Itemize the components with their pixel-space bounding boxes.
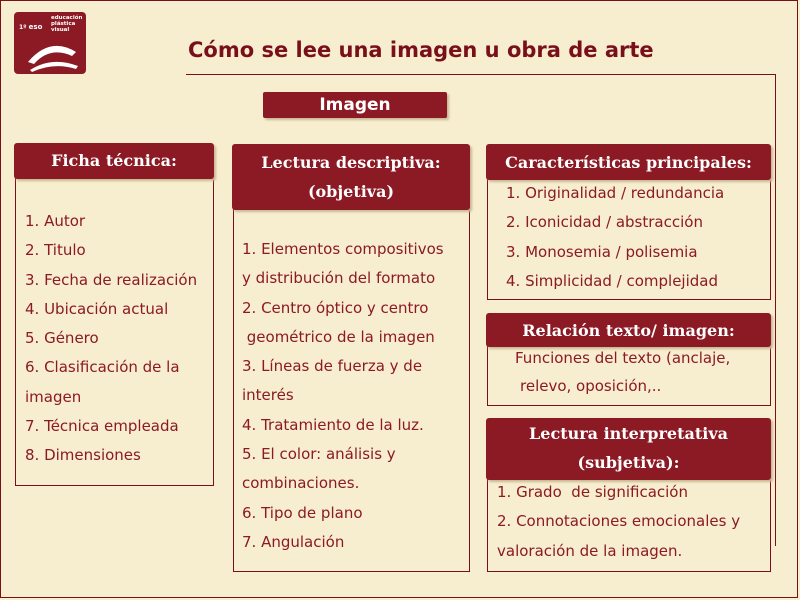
list-item: 6. Tipo de plano bbox=[242, 503, 363, 522]
list-item: combinaciones. bbox=[242, 474, 360, 493]
lectura-interpretativa-list bbox=[488, 477, 770, 566]
list-item: 5. Género bbox=[25, 329, 99, 348]
caracteristicas-list bbox=[488, 175, 770, 296]
lectura-interpretativa-box bbox=[487, 476, 771, 572]
list-item: imagen bbox=[25, 387, 82, 406]
relacion-box bbox=[487, 342, 771, 406]
page-title: Cómo se lee una imagen u obra de arte bbox=[188, 38, 654, 62]
right-rule bbox=[775, 74, 776, 546]
list-item: 7. Angulación bbox=[242, 532, 345, 551]
list-item: 8. Dimensiones bbox=[25, 446, 141, 465]
list-item: valoración de la imagen. bbox=[497, 541, 683, 560]
logo-swoosh-icon bbox=[14, 12, 86, 74]
logo-subject: educación plástica visual bbox=[51, 15, 83, 33]
list-item: 4. Simplicidad / complejidad bbox=[506, 271, 718, 290]
list-item: 3. Fecha de realización bbox=[25, 270, 198, 289]
list-item: 2. Connotaciones emocionales y bbox=[497, 512, 741, 531]
lectura-descriptiva-list bbox=[234, 206, 469, 557]
list-item: 3. Monosemia / polisemia bbox=[506, 242, 698, 261]
caracteristicas-box bbox=[487, 174, 771, 300]
list-item: y distribución del formato bbox=[242, 269, 436, 288]
list-item: 4. Tratamiento de la luz. bbox=[242, 415, 424, 434]
relacion-text-2: relevo, oposición,.. bbox=[520, 377, 662, 395]
lectura-descriptiva-box bbox=[233, 205, 470, 572]
ficha-tecnica-list bbox=[16, 176, 213, 471]
lectura-interpretativa-header: Lectura interpretativa (subjetiva): bbox=[486, 418, 771, 480]
list-item: 7. Técnica empleada bbox=[25, 417, 179, 436]
list-item: 1. Autor bbox=[25, 212, 86, 230]
list-item: 1. Grado de significación bbox=[497, 483, 688, 501]
list-item: 1. Originalidad / redundancia bbox=[506, 184, 725, 202]
list-item: 6. Clasificación de la bbox=[25, 358, 180, 377]
list-item: 1. Elementos compositivos bbox=[242, 240, 444, 258]
eso-logo bbox=[14, 12, 86, 74]
logo-grade: 1º eso bbox=[19, 23, 43, 31]
lectura-descriptiva-header: Lectura descriptiva: (objetiva) bbox=[232, 144, 470, 210]
list-item: geométrico de la imagen bbox=[242, 327, 435, 346]
imagen-label: Imagen bbox=[263, 92, 447, 118]
list-item: 2. Centro óptico y centro bbox=[242, 298, 429, 317]
relacion-header: Relación texto/ imagen: bbox=[486, 313, 771, 347]
list-item: 4. Ubicación actual bbox=[25, 299, 169, 318]
list-item: 5. El color: análisis y bbox=[242, 445, 396, 464]
relacion-text-1: Funciones del texto (anclaje, bbox=[515, 349, 731, 367]
list-item: 3. Líneas de fuerza y de bbox=[242, 357, 423, 376]
title-rule bbox=[186, 74, 776, 75]
caracteristicas-header: Características principales: bbox=[486, 144, 771, 180]
ficha-tecnica-box bbox=[15, 175, 214, 486]
ficha-tecnica-header: Ficha técnica: bbox=[14, 143, 214, 179]
list-item: 2. Iconicidad / abstracción bbox=[506, 213, 703, 232]
list-item: interés bbox=[242, 386, 294, 405]
list-item: 2. Titulo bbox=[25, 241, 86, 260]
